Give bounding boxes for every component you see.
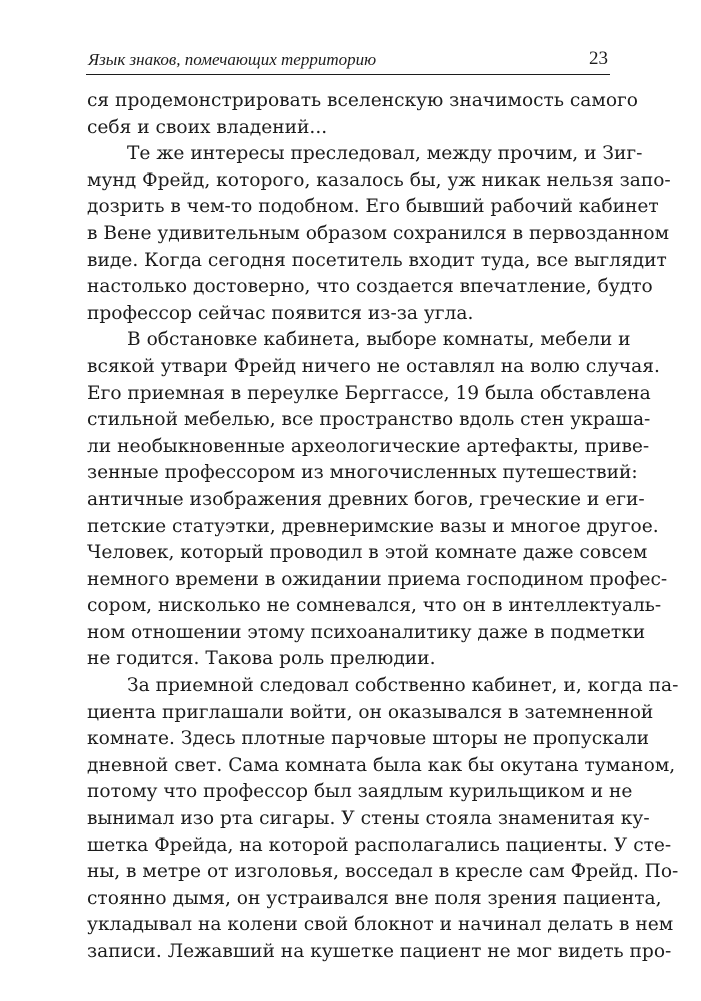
text-line: петские статуэтки, древнеримские вазы и многое другое. [87,515,659,537]
text-line: комнате. Здесь плотные парчовые шторы не пропускали [87,728,650,750]
text-line: не годится. Такова роль прелюдии. [87,648,436,670]
text-line: настолько достоверно, что создается впечатление, будто [87,276,653,298]
text-line: всякой утвари Фрейд ничего не оставлял на волю случая. [87,355,660,377]
running-title: Язык знаков, помечающих территорию [88,50,377,69]
text-line: стоянно дымя, он устраивался вне поля зрения пациента, [87,887,662,909]
text-line: мунд Фрейд, которого, казалось бы, уж никак нельзя запо- [87,169,671,191]
text-line: дневной свет. Сама комната была как бы окутана туманом, [87,754,676,776]
text-line: укладывал на колени свой блокнот и начинал делать в нем [87,914,674,936]
text-line: стильной мебелью, все пространство вдоль стен украша- [87,409,651,431]
text-line: зенные профессором из многочисленных путешествий: [87,462,638,484]
paragraph [87,327,668,673]
text-line: Человек, который проводил в этой комнате даже совсем [87,542,648,564]
text-line: За приемной следовал собственно кабинет, и, когда па- [127,675,679,697]
running-head [86,48,610,74]
text-line: ся продемонстрировать вселенскую значимость самого [87,90,638,111]
text-line: дозрить в чем-то подобном. Его бывший рабочий кабинет [87,196,659,218]
text-line: ны, в метре от изголовья, восседал в кресле сам Фрейд. По- [87,861,679,883]
text-line: вынимал изо рта сигары. У стены стояла знаменитая ку- [87,808,650,830]
text-line: сором, нисколько не сомневался, что он в интеллектуаль- [87,595,662,617]
text-line: потому что профессор был заядлым курильщиком и не [87,781,633,803]
text-line: Те же интересы преследовал, между прочим, и Зиг- [127,143,643,165]
paragraph [87,88,638,141]
text-line: античные изображения древних богов, греческие и еги- [87,488,645,510]
text-line: ном отношении этому психоаналитику даже в подметки [87,621,646,643]
text-line: немного времени в ожидании приема господином профес- [87,568,668,590]
text-line: себя и своих владений... [87,116,328,138]
paragraph [87,673,679,966]
text-line: виде. Когда сегодня посетитель входит туда, все выглядит [87,249,667,271]
text-line: циента приглашали войти, он оказывался в затемненной [87,701,654,723]
text-line: В обстановке кабинета, выборе комнаты, мебели и [127,329,631,351]
text-line: шетка Фрейда, на которой располагались пациенты. У сте- [87,834,672,856]
text-line: в Вене удивительным образом сохранился в первозданном [87,222,670,244]
text-line: профессор сейчас появится из-за угла. [87,302,474,324]
header-rule [86,74,610,75]
text-line: ли необыкновенные археологические артефакты, приве- [87,435,650,457]
text-line: Его приемная в переулке Берггассе, 19 была обставлена [87,382,651,404]
text-line: записи. Лежавший на кушетке пациент не мог видеть про- [87,941,672,962]
paragraph [87,141,671,327]
body-text [87,88,679,966]
page-number: 23 [589,48,608,69]
